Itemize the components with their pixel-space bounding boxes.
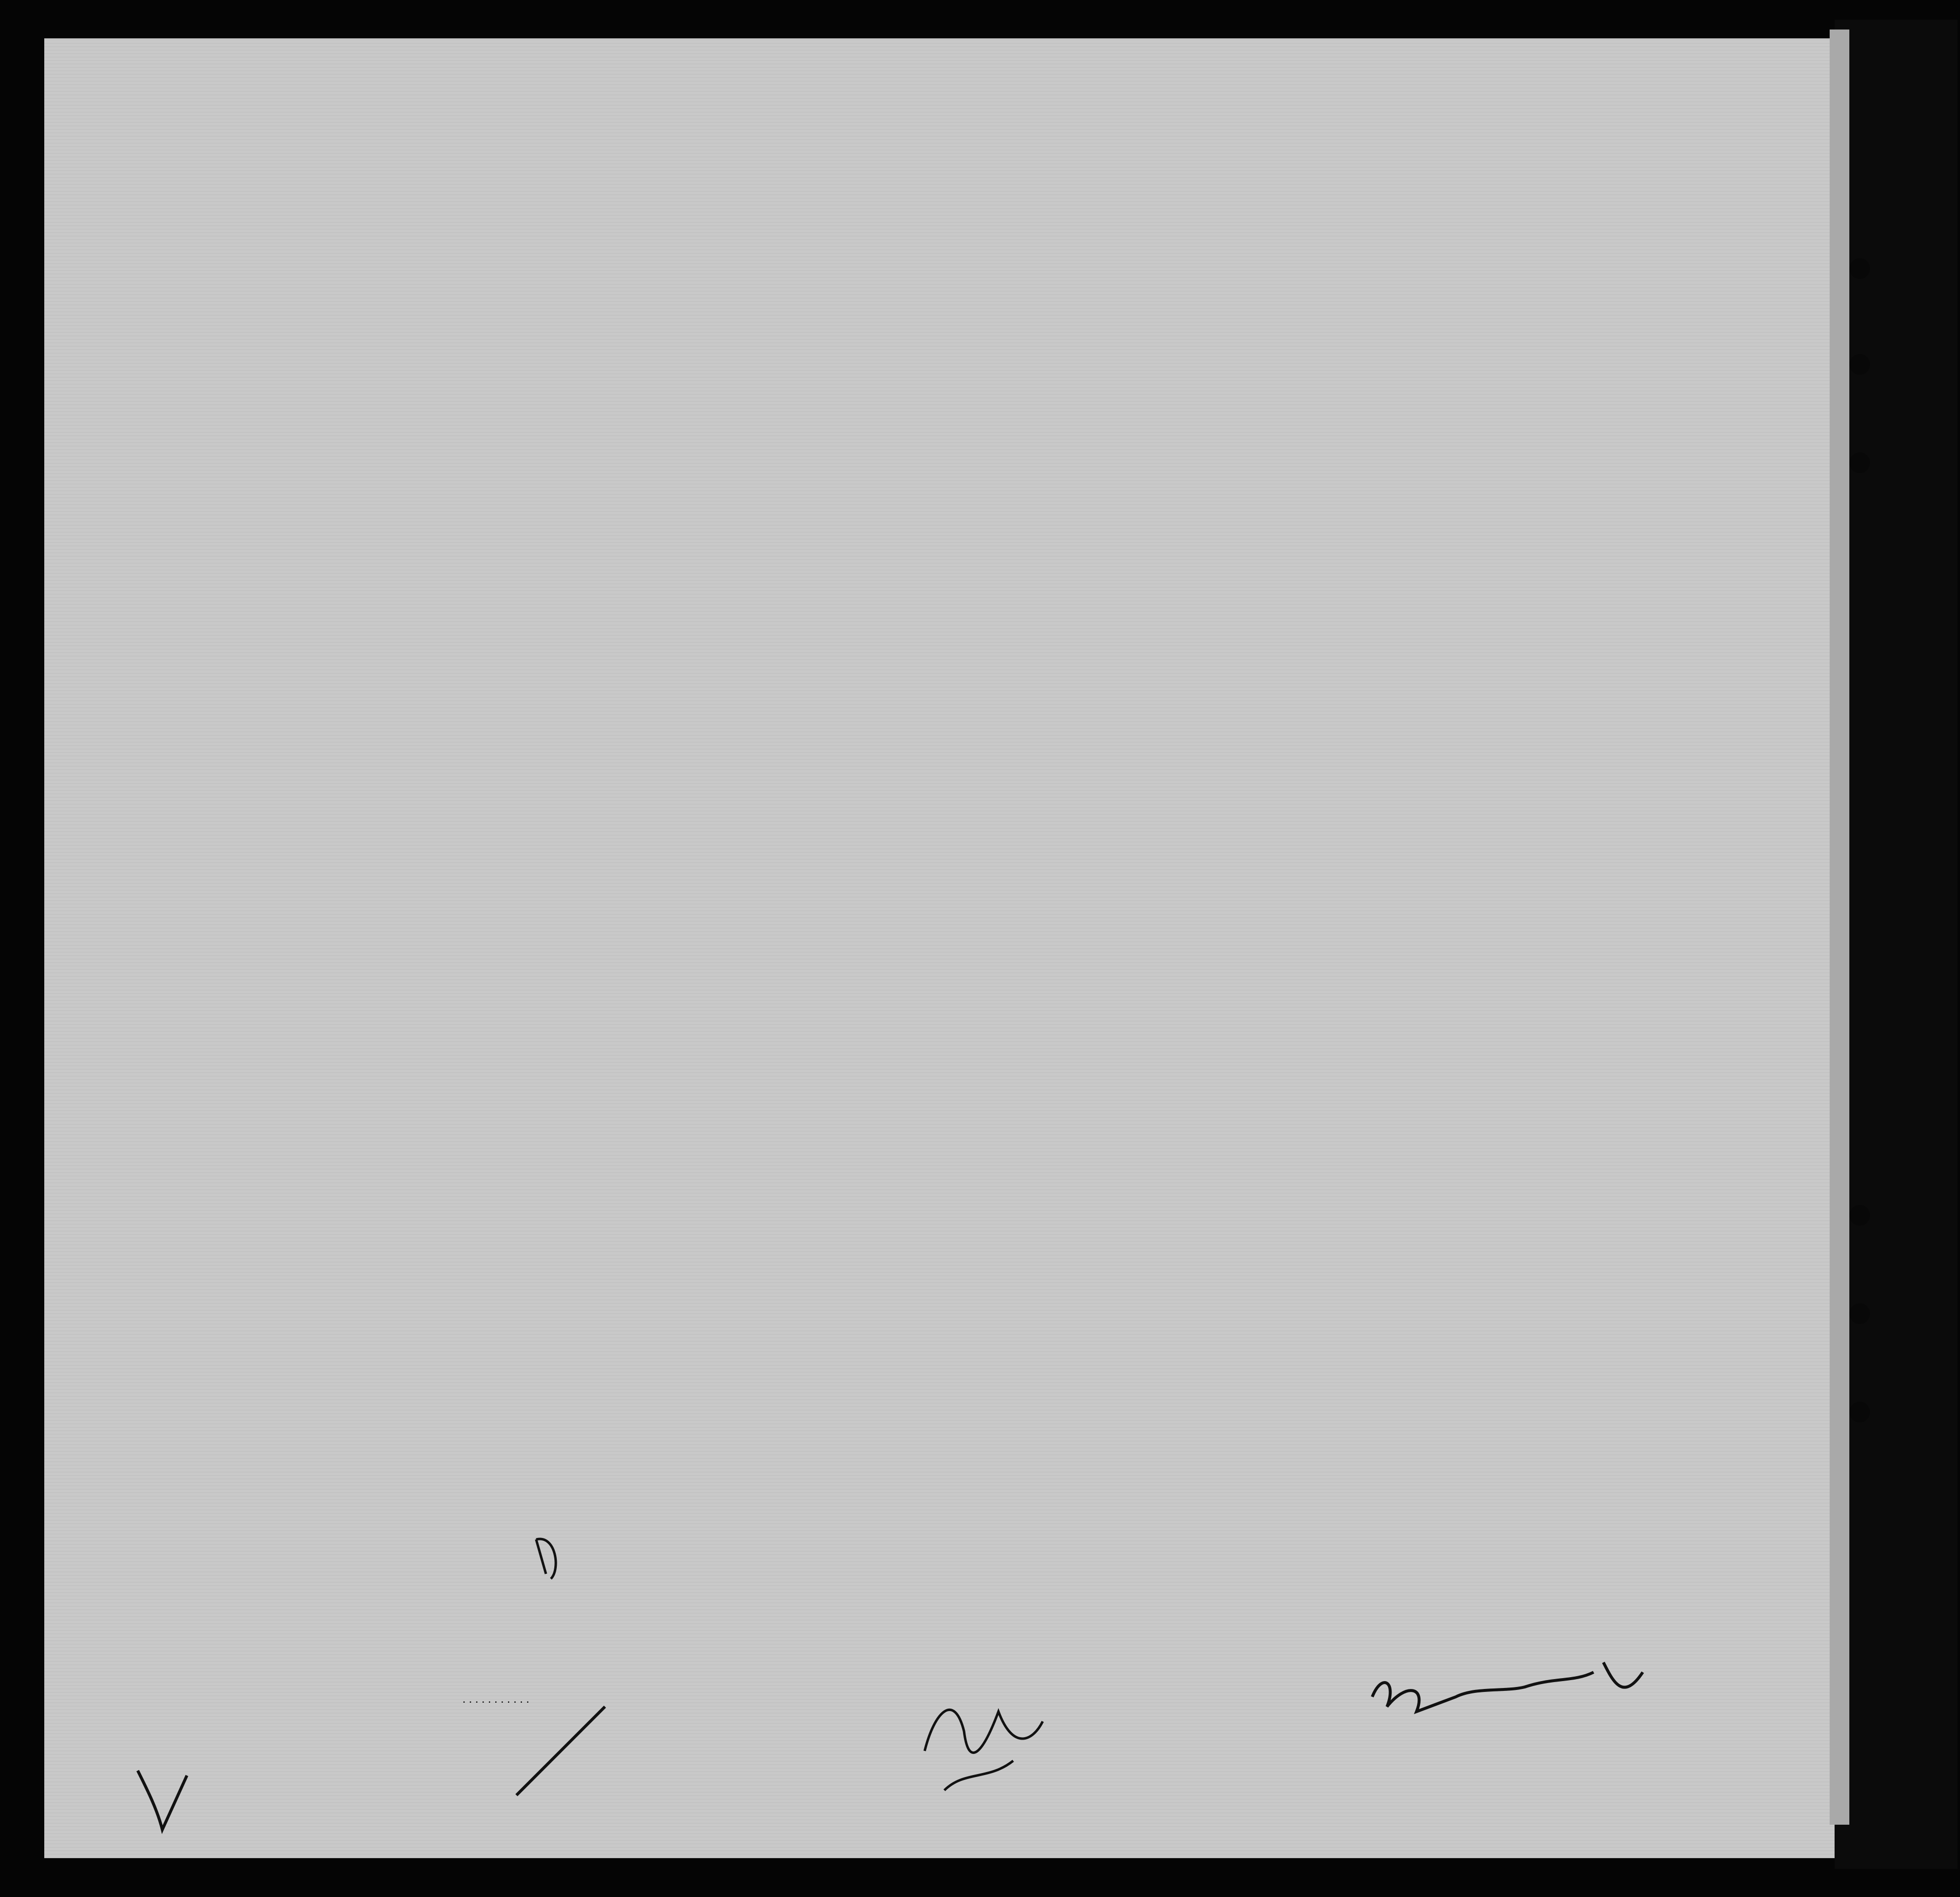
- marginal-bracket: [536, 1539, 556, 1579]
- officer-signature: [925, 1710, 1043, 1790]
- total-slash: [516, 1707, 605, 1795]
- total-passengers-dots: ...........: [462, 1692, 533, 1706]
- inspector-signature: [1372, 1662, 1643, 1712]
- margin-check: [138, 1771, 187, 1830]
